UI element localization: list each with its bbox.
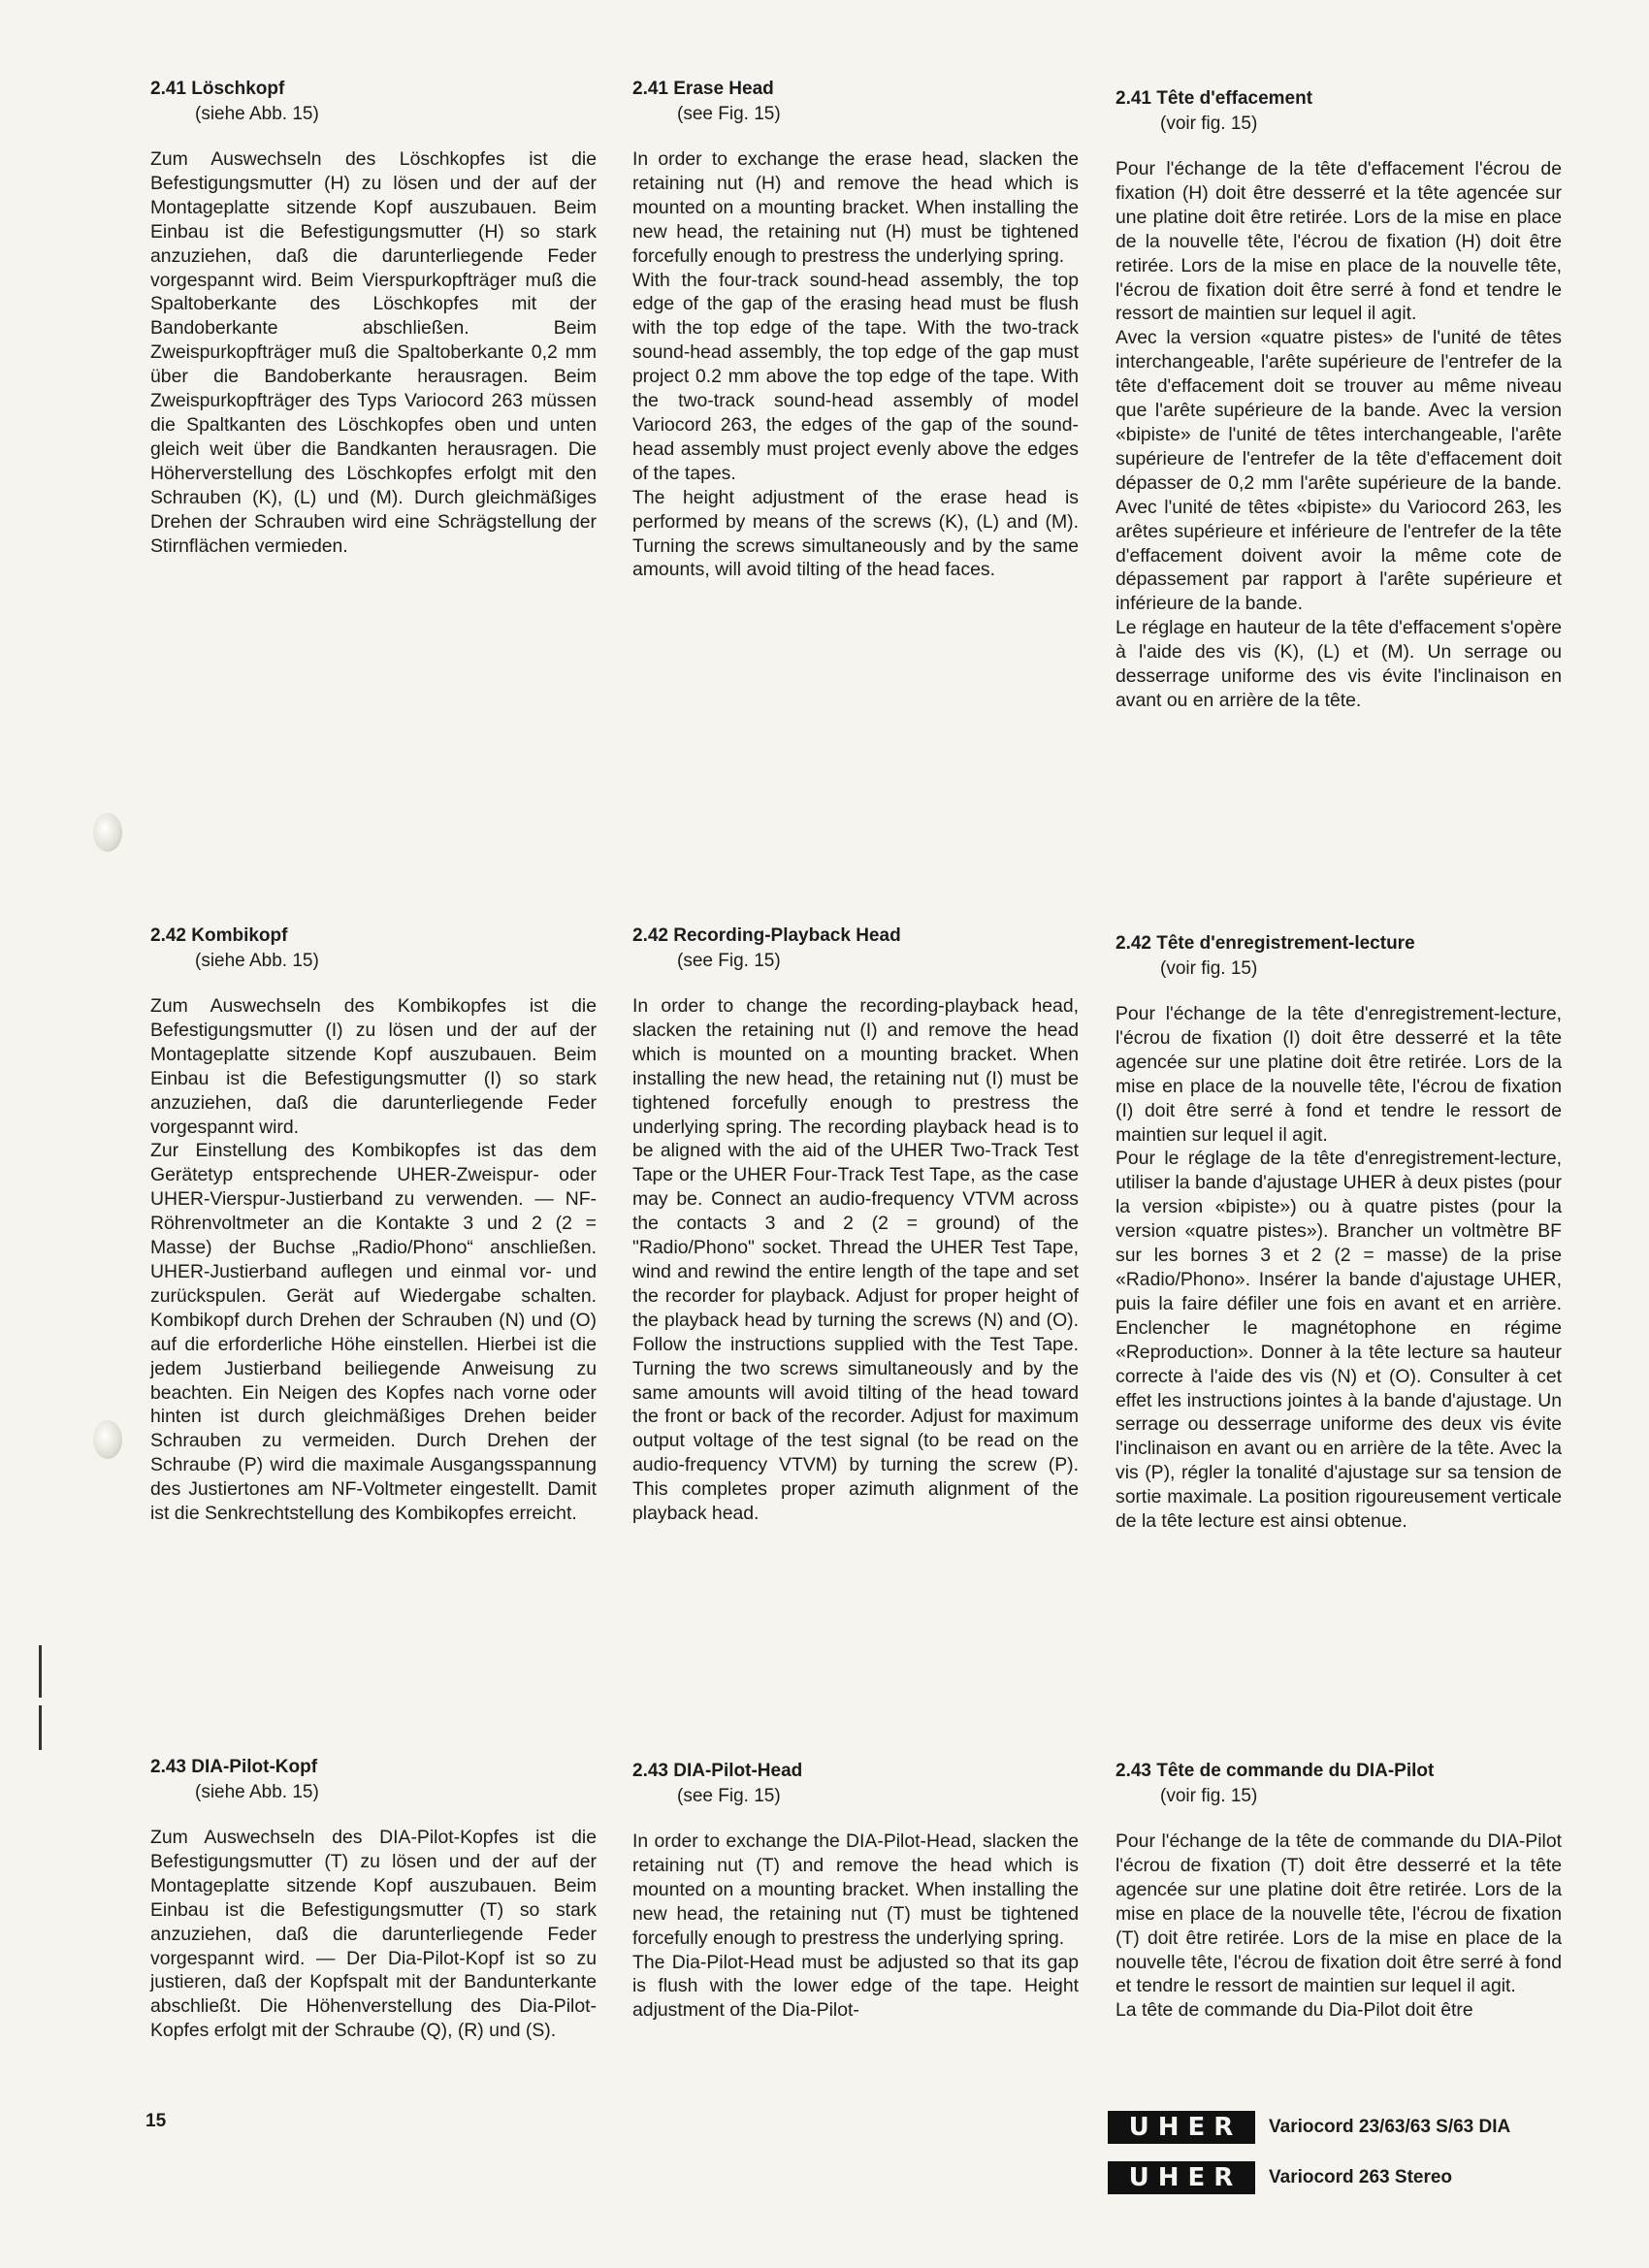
section-body: Pour l'échange de la tête d'enregistrement-lecture, l'écrou de fixation (I) doit être desserré et la tête agencée sur une platine doit être retirée. Lors de la mise en place de la nouvelle tête, l'écrou de fixation (I) doit être serré à fond et tendre le ressort de maintien sur lequel il agit. Pour le réglage de la tête d'enregistrement-lecture, utiliser la bande d'ajustage UHER à deux pistes (pour la version «bipiste») ou à quatre pistes (pour la version «quatre pistes»). Brancher un voltmètre BF sur les bornes 3 et 2 (2 = masse) de la prise «Radio/Phono». Insérer la bande d'ajustage UHER, puis la faire défiler une fois en avant et en arrière. Enclencher le magnétophone en régime «Reproduction». Donner à la tête lecture sa hauteur correcte à l'aide des vis (N) et (O). Consulter à cet effet les instructions jointes à la bande d'ajustage. Un serrage ou desserrage uniforme des deux vis évite l'inclinaison en avant ou en arrière de la tête. Avec la vis (P), régler la tonalité d'ajustage sur sa tension de sortie maximale. La position rigoureusement verticale de la tête lecture est ainsi obtenue. — [1116, 1003, 1562, 1533]
column-german — [150, 78, 597, 558]
section-heading: 2.41 Tête d'effacement — [1116, 88, 1313, 109]
section-body: In order to change the recording-playback head, slacken the retaining nut (I) and remove the head which is mounted on a mounting bracket. When installing the new head, the retaining nut (I) must be tightened forcefully enough to prestress the underlying spring. The recording playback head is to be aligned with the aid of the UHER Two-Track Test Tape or the UHER Four-Track Test Tape, as the case may be. Connect an audio-frequency VTVM across the contacts 3 and 2 (2 = ground) of the "Radio/Phono" socket. Thread the UHER Test Tape, wind and rewind the entire length of the tape and set the recorder for playback. Adjust for proper height of the playback head by turning the screws (N) and (O). Follow the instructions supplied with the Test Tape. Turning the two screws simultaneously and by the same amounts will avoid tilting of the head toward the front or back of the recorder. Adjust for maximum output voltage of the test signal (to be read on the audio-frequency VTVM) by turning the screw (P). This completes proper azimuth alignment of the playback head. — [632, 995, 1079, 1525]
model-label: Variocord 23/63/63 S/63 DIA — [1269, 2117, 1511, 2137]
figure-reference: (see Fig. 15) — [677, 104, 781, 124]
binder-hole-upper — [93, 813, 122, 852]
uher-logo: UHER — [1108, 2161, 1255, 2194]
figure-reference: (voir fig. 15) — [1160, 958, 1258, 979]
column-german — [150, 1756, 597, 2043]
margin-mark — [39, 1645, 42, 1698]
section-heading: 2.43 DIA-Pilot-Kopf — [150, 1757, 318, 1777]
figure-reference: (siehe Abb. 15) — [195, 1782, 319, 1802]
section-heading: 2.42 Tête d'enregistrement-lecture — [1116, 933, 1415, 954]
margin-mark — [39, 1705, 42, 1750]
section-body: In order to exchange the erase head, slacken the retaining nut (H) and remove the head which is mounted on a mounting bracket. When installing the new head, the retaining nut (H) must be tightened forcefully enough to prestress the underlying spring. With the four-track sound-head assembly, the top edge of the gap of the erasing head must be flush with the top edge of the tape. With the two-track sound-head assembly, the top edge of the gap must project 0.2 mm above the top edge of the tape. With the two-track sound-head assembly of model Variocord 263, the edges of the gap of the sound-head assembly must project evenly above the edges of the tapes. The height adjustment of the erase head is performed by means of the screws (K), (L) and (M). Turning the screws simultaneously and by the same amounts, will avoid tilting of the head faces. — [632, 148, 1079, 581]
brand-row-2 — [1108, 2161, 1452, 2194]
uher-logo: UHER — [1108, 2111, 1255, 2144]
brand-row-1 — [1108, 2111, 1510, 2144]
figure-reference: (voir fig. 15) — [1160, 1786, 1258, 1806]
column-english — [632, 924, 1079, 1526]
column-english — [632, 1760, 1079, 2023]
section-body: Pour l'échange de la tête d'effacement l'écrou de fixation (H) doit être desserré et la tête agencée sur une platine doit être retirée. Lors de la mise en place de la nouvelle tête, l'écrou de fixation (H) doit être retirée. Lors de la mise en place de la nouvelle tête, l'écrou de fixation doit être serré à fond et tendre le ressort de maintien sur lequel il agit. Avec la version «quatre pistes» de l'unité de têtes interchangeable, l'arête supérieure de l'entrefer de la tête d'effacement doit se trouver au même niveau que l'arête supérieure de la bande. Avec la version «bipiste» de l'unité de têtes interchangeable, l'arête supérieure de l'entrefer de la tête d'effacement doit dépasser de 0,2 mm l'arête supérieure de la bande. Avec l'unité de têtes «bipiste» du Variocord 263, les arêtes supérieure et inférieure de l'entrefer de la tête d'effacement doivent avoir la même cote de dépassement par rapport à l'arête supérieure et inférieure de la bande. Le réglage en hauteur de la tête d'effacement s'opère à l'aide des vis (K), (L) et (M). Un serrage ou desserrage uniforme des vis évite l'inclinaison en avant ou en arrière de la tête. — [1116, 158, 1562, 711]
section-heading: 2.41 Löschkopf — [150, 79, 285, 99]
column-french — [1116, 932, 1562, 1534]
section-body: Zum Auswechseln des DIA-Pilot-Kopfes ist die Befestigungsmutter (T) zu lösen und der auf der Montageplatte sitzende Kopf auszubauen. Beim Einbau ist die Befestigungsmutter (T) so stark anzuziehen, daß die darunterliegende Feder vorgespannt wird. — Der Dia-Pilot-Kopf ist so zu justieren, daß der Kopfspalt mit der Bandunterkante abschließt. Die Höhenverstellung des Dia-Pilot-Kopfes erfolgt mit der Schraube (Q), (R) und (S). — [150, 1827, 597, 2042]
model-label: Variocord 263 Stereo — [1269, 2167, 1453, 2187]
figure-reference: (see Fig. 15) — [677, 951, 781, 971]
section-body: In order to exchange the DIA-Pilot-Head, slacken the retaining nut (T) and remove the head which is mounted on a mounting bracket. When installing the new head, the retaining nut (T) must be tightened forcefully enough to prestress the underlying spring. The Dia-Pilot-Head must be adjusted so that its gap is flush with the lower edge of the tape. Height adjustment of the Dia-Pilot- — [632, 1831, 1079, 2022]
figure-reference: (see Fig. 15) — [677, 1786, 781, 1806]
section-body: Pour l'échange de la tête de commande du DIA-Pilot l'écrou de fixation (T) doit être desserré et la tête agencée sur une platine doit être retirée. Lors de la mise en place de la nouvelle tête, l'écrou de fixation (T) doit être retirée. Lors de la mise en place de la nouvelle tête, l'écrou de fixation doit être serré à fond et tendre le ressort de maintien sur lequel il agit. La tête de commande du Dia-Pilot doit être — [1116, 1831, 1562, 2022]
binder-hole-lower — [93, 1420, 122, 1459]
section-heading: 2.42 Kombikopf — [150, 925, 288, 946]
section-heading: 2.42 Recording-Playback Head — [632, 925, 901, 946]
section-heading: 2.41 Erase Head — [632, 79, 774, 99]
column-german — [150, 924, 597, 1526]
column-french — [1116, 1760, 1562, 2023]
section-body: Zum Auswechseln des Kombikopfes ist die Befestigungsmutter (I) zu lösen und der auf der Montageplatte sitzende Kopf auszubauen. Beim Einbau ist die Befestigungsmutter (I) so stark anzuziehen, daß die darunterliegende Feder vorgespannt wird. Zur Einstellung des Kombikopfes ist das dem Gerätetyp entsprechende UHER-Zweispur- oder UHER-Vierspur-Justierband zu verwenden. — NF-Röhrenvoltmeter an die Kontakte 3 und 2 (2 = Masse) der Buchse „Radio/Phono“ anschließen. UHER-Justierband auflegen und einmal vor- und zurückspulen. Gerät auf Wiedergabe schalten. Kombikopf durch Drehen der Schrauben (N) und (O) auf die erforderliche Höhe einstellen. Hierbei ist die jedem Justierband beiliegende Anweisung zu beachten. Ein Neigen des Kopfes nach vorne oder hinten ist durch gleichmäßiges Drehen beider Schrauben zu vermeiden. Durch Drehen der Schraube (P) wird die maximale Ausgangsspannung des Justiertones am NF-Voltmeter eingestellt. Damit ist die Senkrechtstellung des Kombikopfes erreicht. — [150, 995, 597, 1525]
column-english — [632, 78, 1079, 582]
figure-reference: (voir fig. 15) — [1160, 113, 1258, 134]
column-french — [1116, 87, 1562, 713]
section-body: Zum Auswechseln des Löschkopfes ist die Befestigungsmutter (H) zu lösen und der auf der Montageplatte sitzende Kopf auszubauen. Beim Einbau ist die Befestigungsmutter (H) so stark anzuziehen, daß die darunterliegende Feder vorgespannt wird. Beim Vierspurkopfträger muß die Spaltoberkante des Löschkopfes mit der Bandoberkante abschließen. Beim Zweispurkopfträger muß die Spaltoberkante 0,2 mm über die Bandoberkante herausragen. Beim Zweispurkopfträger des Typs Variocord 263 müssen die Spaltkanten des Löschkopfes oben und unten gleich weit über die Bandkanten herausragen. Die Höherverstellung des Löschkopfes erfolgt mit den Schrauben (K), (L) und (M). Durch gleichmäßiges Drehen der Schrauben wird eine Schrägstellung der Stirnflächen vermieden. — [150, 148, 597, 557]
figure-reference: (siehe Abb. 15) — [195, 104, 319, 124]
page-number: 15 — [146, 2111, 167, 2131]
figure-reference: (siehe Abb. 15) — [195, 951, 319, 971]
section-heading: 2.43 DIA-Pilot-Head — [632, 1761, 803, 1781]
section-heading: 2.43 Tête de commande du DIA-Pilot — [1116, 1761, 1435, 1781]
